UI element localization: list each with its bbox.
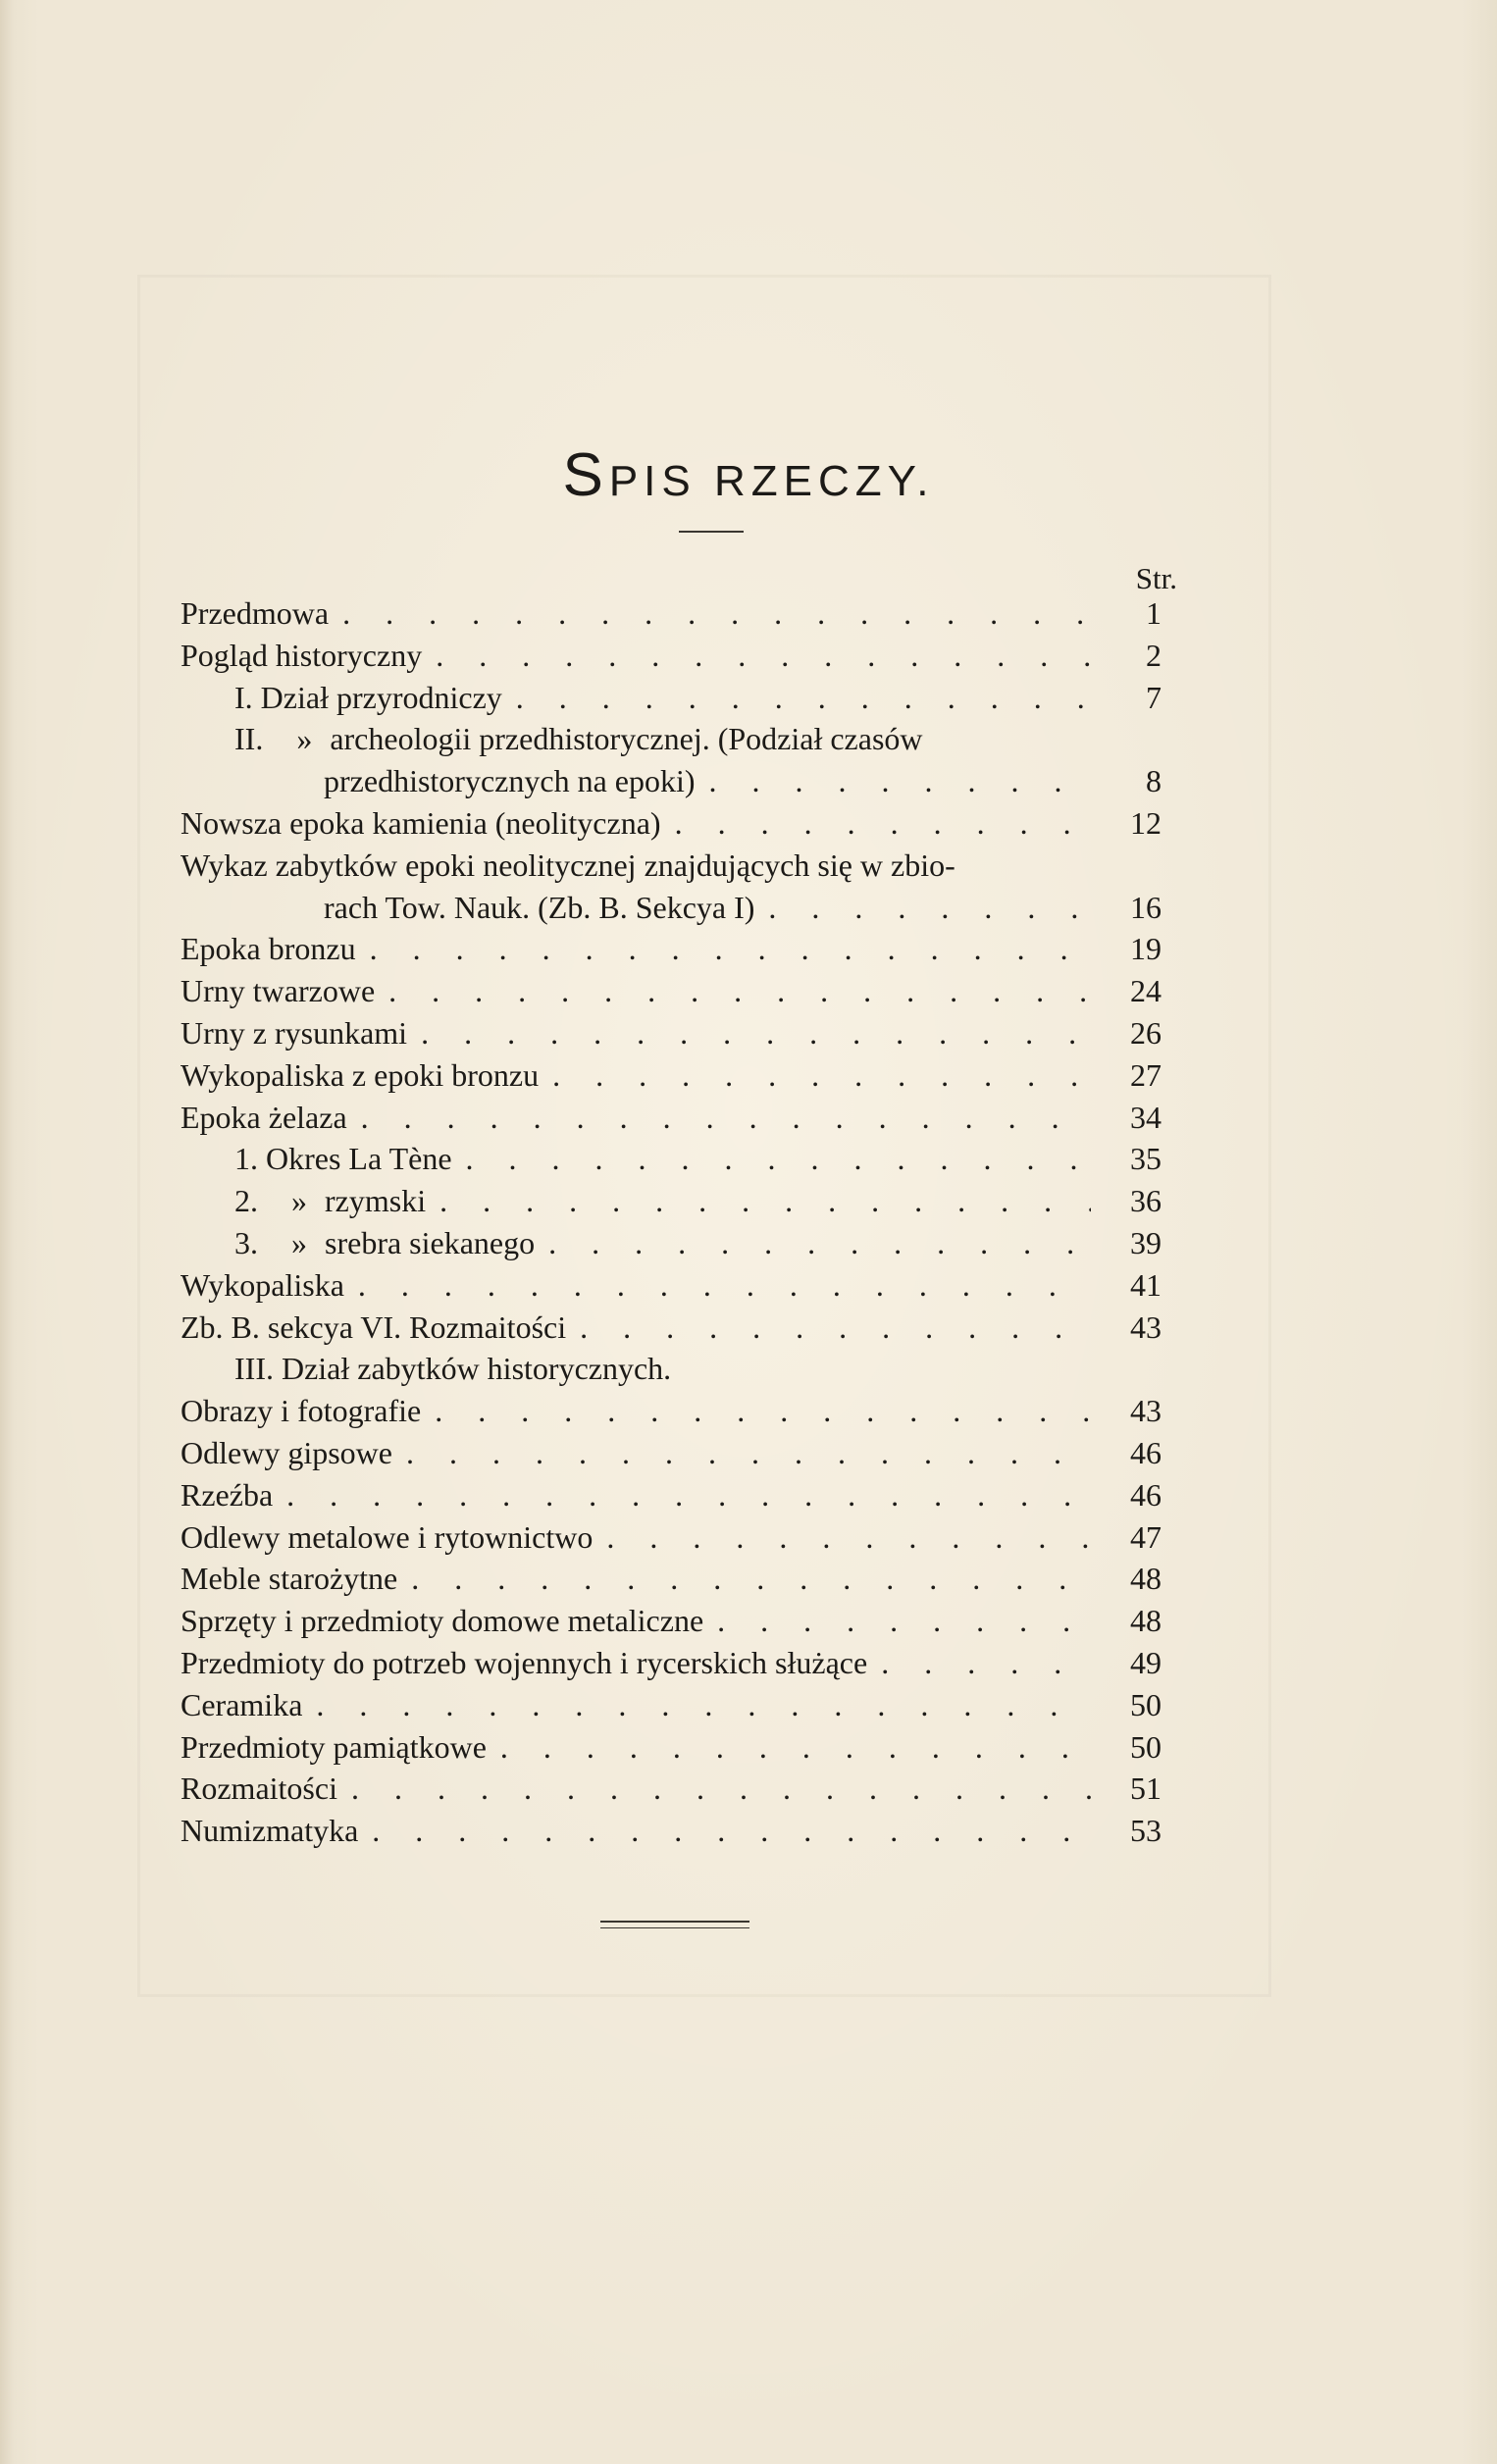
toc-entry-label: Rozmaitości xyxy=(181,1771,337,1807)
toc-entry-page: 48 xyxy=(1130,1603,1161,1639)
toc-entry-label: Dział zabytków historycznych. xyxy=(281,1351,672,1387)
toc-entry-label: archeologii przedhistorycznej. (Podział czasów xyxy=(330,721,923,757)
toc-entry-label: Rzeźba xyxy=(181,1476,274,1513)
leader-dots xyxy=(552,1054,1091,1097)
toc-entry-page: 51 xyxy=(1130,1771,1161,1807)
toc-entry xyxy=(181,1684,1161,1726)
toc-entry-page: 46 xyxy=(1130,1434,1161,1470)
toc-entry xyxy=(181,718,1161,760)
toc-entry-page: 43 xyxy=(1130,1309,1161,1345)
leader-dots xyxy=(435,1390,1091,1432)
toc-entry-label: Wykopaliska z epoki bronzu xyxy=(181,1056,540,1093)
toc-entry xyxy=(181,592,1161,635)
toc-entry-label: Ceramika xyxy=(181,1686,303,1722)
toc-entry-page: 24 xyxy=(1130,973,1161,1009)
leader-dots xyxy=(500,1726,1091,1769)
ditto-mark: » xyxy=(291,1224,307,1260)
title-rule xyxy=(679,531,744,533)
toc-entry-label: przedhistorycznych na epoki) xyxy=(324,763,696,799)
toc-entry xyxy=(181,1012,1161,1054)
toc-entry-page: 41 xyxy=(1130,1266,1161,1303)
toc-entry-label: rach Tow. Nauk. (Zb. B. Sekcya I) xyxy=(324,889,755,925)
toc-entry-page: 50 xyxy=(1130,1728,1161,1765)
toc-entry xyxy=(181,928,1161,970)
toc-entry-page: 27 xyxy=(1130,1056,1161,1093)
toc-entry-page: 50 xyxy=(1130,1686,1161,1722)
toc-entry-page: 53 xyxy=(1130,1813,1161,1849)
leader-dots xyxy=(342,592,1091,635)
leader-dots xyxy=(466,1138,1091,1180)
toc-entry xyxy=(181,1642,1161,1684)
toc-entry-label: Numizmatyka xyxy=(181,1813,359,1849)
toc-entry-label: srebra siekanego xyxy=(325,1224,536,1260)
toc-entry-label: Pogląd historyczny xyxy=(181,637,423,673)
toc-entry-page: 46 xyxy=(1130,1476,1161,1513)
toc-entry-label: Wykopaliska xyxy=(181,1266,344,1303)
toc-entry-label: Okres La Tène xyxy=(266,1141,452,1177)
toc-entry-label: Zb. B. sekcya VI. Rozmaitości xyxy=(181,1309,567,1345)
leader-dots xyxy=(606,1516,1091,1559)
toc-entry xyxy=(181,677,1161,719)
ditto-mark: » xyxy=(291,1183,307,1219)
leader-dots xyxy=(516,677,1091,719)
toc-entry-label: Odlewy metalowe i rytownictwo xyxy=(181,1518,594,1555)
toc-entry-number: 1. xyxy=(234,1141,258,1177)
toc-entry-page: 19 xyxy=(1130,931,1161,967)
toc-entry-label: Wykaz zabytków epoki neolitycznej znajdujących się w zbio- xyxy=(181,847,955,883)
leader-dots xyxy=(388,970,1091,1012)
toc-entry-page: 2 xyxy=(1146,637,1161,673)
toc-entry-page: 49 xyxy=(1130,1644,1161,1680)
toc-entry-page: 47 xyxy=(1130,1518,1161,1555)
leader-dots xyxy=(316,1684,1091,1726)
leader-dots xyxy=(709,760,1091,802)
leader-dots xyxy=(881,1642,1091,1684)
toc-entry-page: 39 xyxy=(1130,1224,1161,1260)
toc-entry xyxy=(181,1264,1161,1307)
toc-entry-number: 3. xyxy=(234,1224,258,1260)
toc-entry xyxy=(181,1180,1161,1222)
toc-entry-page: 43 xyxy=(1130,1393,1161,1429)
page-column-header: Str. xyxy=(1135,561,1177,595)
toc-entry-page: 16 xyxy=(1130,889,1161,925)
leader-dots xyxy=(580,1307,1091,1349)
toc-entry xyxy=(181,1726,1161,1769)
toc-entry-label: Dział przyrodniczy xyxy=(260,679,502,715)
toc-entry-label: Sprzęty i przedmioty domowe metaliczne xyxy=(181,1603,704,1639)
toc-entry xyxy=(181,1810,1161,1852)
toc-entry-number: III. xyxy=(234,1351,274,1387)
leader-dots xyxy=(351,1768,1091,1810)
toc-entry-page: 7 xyxy=(1146,679,1161,715)
toc-entry-number: I. xyxy=(234,679,253,715)
title-initial: S xyxy=(562,441,609,509)
leader-dots xyxy=(361,1097,1091,1139)
leader-dots xyxy=(421,1012,1091,1054)
title-rest: PIS RZECZY. xyxy=(608,457,935,505)
toc-section-heading xyxy=(181,1348,1161,1390)
toc-entry-page: 48 xyxy=(1130,1561,1161,1597)
toc-entry xyxy=(181,1474,1161,1516)
toc-entry xyxy=(181,1054,1161,1097)
toc-entry-label: Urny z rysunkami xyxy=(181,1014,408,1051)
closing-rule xyxy=(600,1921,749,1928)
leader-dots xyxy=(411,1558,1091,1600)
toc-entry xyxy=(181,760,1161,802)
toc-entry-label: Meble starożytne xyxy=(181,1561,398,1597)
leader-dots xyxy=(358,1264,1091,1307)
toc-entry-label: rzymski xyxy=(325,1183,427,1219)
toc-entry-page: 35 xyxy=(1130,1141,1161,1177)
toc-entry xyxy=(181,1390,1161,1432)
toc-entry xyxy=(181,1432,1161,1474)
toc-entry-page: 1 xyxy=(1146,595,1161,631)
toc-entry-page: 26 xyxy=(1130,1014,1161,1051)
toc-entry-label: Urny twarzowe xyxy=(181,973,376,1009)
leader-dots xyxy=(675,802,1091,845)
toc-entry-label: Odlewy gipsowe xyxy=(181,1434,392,1470)
leader-dots xyxy=(406,1432,1091,1474)
toc-entry xyxy=(181,1516,1161,1559)
toc-entry-label: Nowsza epoka kamienia (neolityczna) xyxy=(181,804,661,841)
toc-entry-label: Obrazy i fotografie xyxy=(181,1393,422,1429)
toc-entry xyxy=(181,887,1161,929)
toc-entry-label: Epoka bronzu xyxy=(181,931,356,967)
toc-entry-label: Epoka żelaza xyxy=(181,1099,347,1135)
leader-dots xyxy=(370,928,1091,970)
leader-dots xyxy=(286,1474,1091,1516)
toc-entry xyxy=(181,1558,1161,1600)
toc-entry xyxy=(181,1097,1161,1139)
toc-entry xyxy=(181,845,1161,887)
toc-entry xyxy=(181,1222,1161,1264)
toc-entry-number: 2. xyxy=(234,1183,258,1219)
toc-entry xyxy=(181,1768,1161,1810)
leader-dots xyxy=(548,1222,1091,1264)
leader-dots xyxy=(436,635,1091,677)
page-title xyxy=(0,441,1497,511)
toc-entry xyxy=(181,1307,1161,1349)
toc-entry xyxy=(181,1138,1161,1180)
toc-entry-number: II. xyxy=(234,721,264,757)
toc-entry-label: Przedmioty do potrzeb wojennych i rycerskich służące xyxy=(181,1644,868,1680)
toc-entry-label: Przedmioty pamiątkowe xyxy=(181,1728,487,1765)
table-of-contents xyxy=(181,592,1161,1852)
toc-entry xyxy=(181,1600,1161,1642)
leader-dots xyxy=(372,1810,1091,1852)
toc-entry-label: Przedmowa xyxy=(181,595,330,631)
toc-entry xyxy=(181,970,1161,1012)
leader-dots xyxy=(439,1180,1091,1222)
leader-dots xyxy=(768,887,1091,929)
toc-entry-page: 36 xyxy=(1130,1183,1161,1219)
toc-entry xyxy=(181,635,1161,677)
leader-dots xyxy=(717,1600,1091,1642)
toc-entry-page: 12 xyxy=(1130,804,1161,841)
toc-entry xyxy=(181,802,1161,845)
toc-entry-page: 8 xyxy=(1146,763,1161,799)
ditto-mark: » xyxy=(296,721,313,757)
toc-entry-page: 34 xyxy=(1130,1099,1161,1135)
